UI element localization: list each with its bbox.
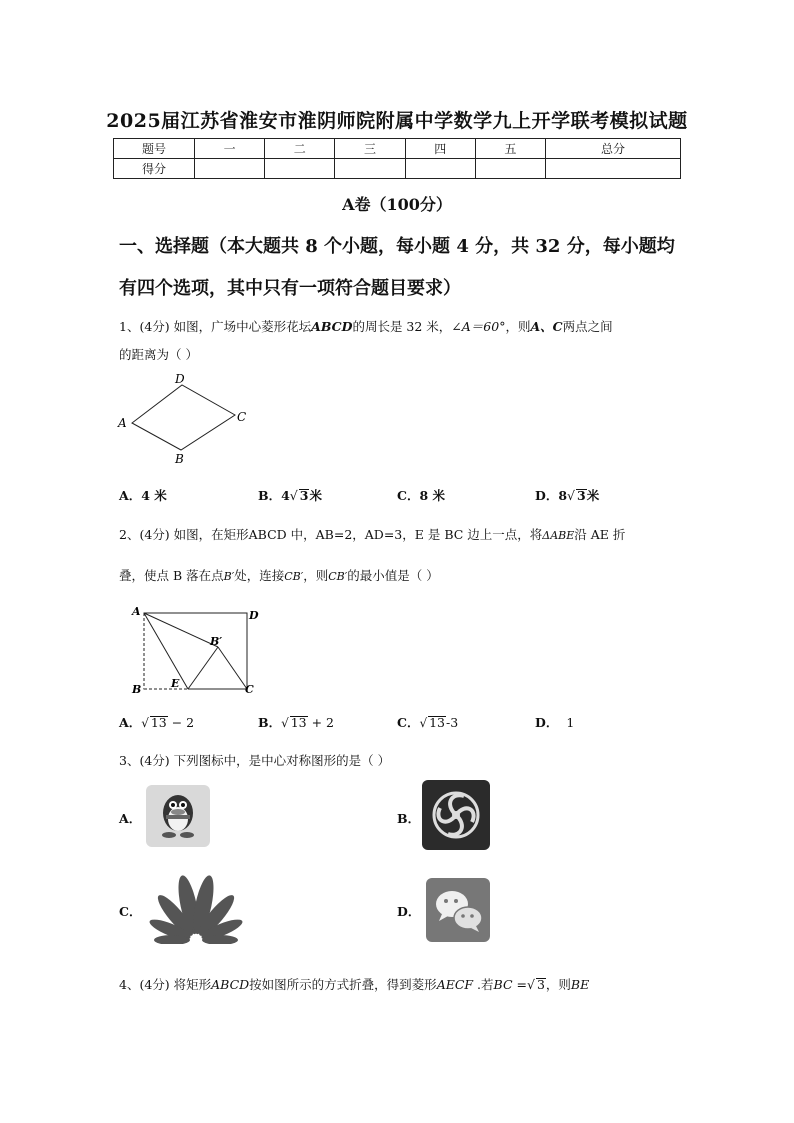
part-heading-line1: 一、选择题（本大题共 8 个小题，每小题 4 分，共 32 分，每小题均 — [119, 236, 675, 257]
rhombus-figure — [115, 370, 255, 465]
line-ebp — [188, 647, 218, 689]
question-1-line2: 的距离为（ ） — [119, 347, 198, 362]
q3-option-a-label[interactable]: A． — [119, 811, 142, 826]
question-2-line2: 叠，使点 B 落在点B′处，连接CB′，则CB′的最小值是（ ） — [119, 568, 439, 583]
question-3: 3、(4分) 下列图标中，是中心对称图形的是（ ） — [119, 753, 391, 768]
question-1-line1: 1、(4分) 如图，广场中心菱形花坛ABCD的周长是 32 米，∠A＝60°，则A、C两点之间 — [119, 319, 613, 334]
score-table — [113, 138, 681, 179]
q3-option-d-label[interactable]: D． — [397, 904, 421, 919]
score-input-cell[interactable] — [405, 159, 475, 179]
line-bpc — [218, 647, 247, 689]
table-cell: 四 — [405, 139, 475, 159]
q2-option-b[interactable]: B．√ 13 + 2 — [258, 715, 335, 730]
q1-option-d[interactable]: D．8√ 3米 — [535, 488, 600, 503]
line-abp — [144, 613, 218, 647]
rectangle-shape — [144, 613, 247, 689]
q2-option-d[interactable]: D． 1 — [535, 715, 575, 730]
score-input-cell[interactable] — [335, 159, 405, 179]
label-d: D — [175, 372, 185, 386]
table-cell: 五 — [475, 139, 545, 159]
q3-option-b-label[interactable]: B． — [397, 811, 421, 826]
question-2-line1: 2、(4分) 如图，在矩形ABCD 中，AB=2，AD=3，E 是 BC 边上一点，将ΔABE沿 AE 折 — [119, 527, 626, 542]
question-4-line1: 4、(4分) 将矩形ABCD按如图所示的方式折叠，得到菱形AECF .若BC =√ 3，则BE — [119, 977, 590, 992]
rectangle-figure — [128, 603, 268, 698]
table-row — [114, 159, 681, 179]
section-heading: A卷（100分） — [342, 195, 452, 214]
flower-petals-icon[interactable] — [146, 872, 246, 944]
table-cell: 一 — [195, 139, 265, 159]
label-c: C — [245, 683, 254, 696]
q3-option-c-label[interactable]: C． — [119, 904, 142, 919]
table-cell: 得分 — [114, 159, 195, 179]
label-e: E — [171, 677, 180, 690]
table-cell: 三 — [335, 139, 405, 159]
swirl-icon[interactable] — [422, 780, 490, 850]
chat-bubbles-icon[interactable] — [426, 878, 490, 942]
label-c: C — [237, 410, 247, 424]
q1-option-a[interactable]: A．4 米 — [119, 488, 167, 503]
q1-option-b[interactable]: B．4√ 3米 — [258, 488, 322, 503]
label-bprime: B′ — [210, 635, 223, 648]
table-cell: 题号 — [114, 139, 195, 159]
table-cell: 总分 — [546, 139, 681, 159]
label-a: A — [118, 416, 127, 430]
q2-option-c[interactable]: C．√ 13-3 — [397, 715, 459, 730]
rhombus-shape — [132, 385, 235, 450]
label-d: D — [249, 609, 259, 622]
q1-option-c[interactable]: C．8 米 — [397, 488, 446, 503]
exam-title: 2025届江苏省淮安市淮阴师院附属中学数学九上开学联考模拟试题 — [106, 110, 688, 132]
penguin-icon[interactable] — [146, 785, 210, 847]
score-input-cell[interactable] — [195, 159, 265, 179]
part-heading-line2: 有四个选项，其中只有一项符合题目要求） — [119, 278, 461, 299]
label-b: B — [132, 683, 142, 696]
table-cell: 二 — [265, 139, 335, 159]
label-a: A — [132, 605, 141, 618]
label-b: B — [175, 452, 184, 465]
line-ae — [144, 613, 188, 689]
q2-option-a[interactable]: A．√ 13 − 2 — [119, 715, 195, 730]
score-input-cell[interactable] — [475, 159, 545, 179]
table-row — [114, 139, 681, 159]
score-input-cell[interactable] — [546, 159, 681, 179]
score-input-cell[interactable] — [265, 159, 335, 179]
